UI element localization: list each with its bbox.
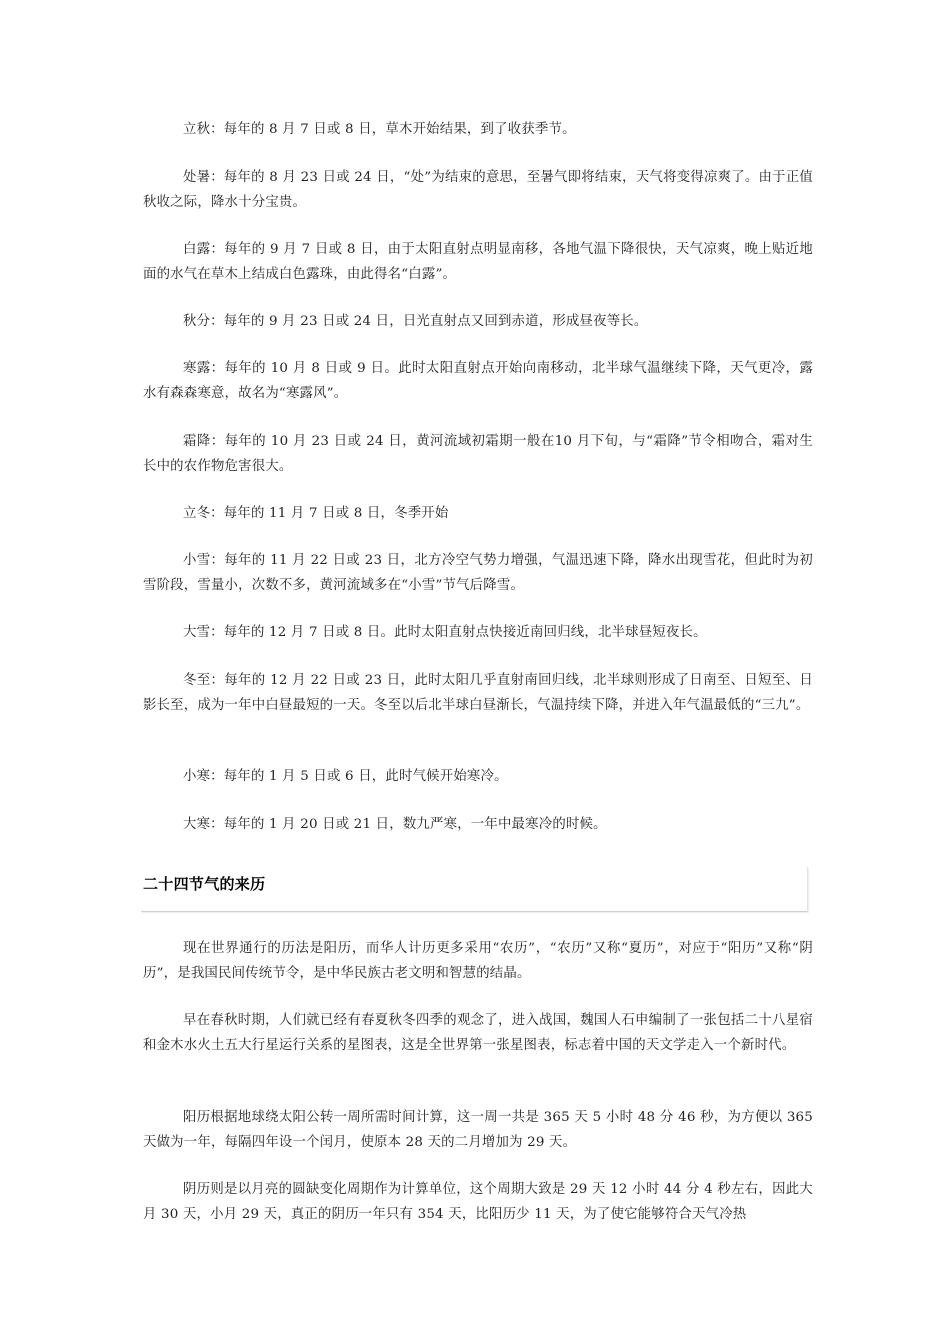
solar-term-lidong: 立冬：每年的 11 月 7 日或 8 日，冬季开始 xyxy=(183,506,449,521)
section-heading-box xyxy=(141,867,808,912)
solar-term-xiaoxue: 小雪：每年的 11 月 22 日或 23 日，北方冷空气势力增强，气温迅速下降，降水出现雪花，但此时为初雪阶段，雪量小，次数不多，黄河流域多在“小雪”节气后降雪。 xyxy=(143,553,813,593)
solar-term-liqiu: 立秋：每年的 8 月 7 日或 8 日，草木开始结果，到了收获季节。 xyxy=(183,122,576,137)
solar-term-bailu: 白露：每年的 9 月 7 日或 8 日，由于太阳直射点明显南移，各地气温下降很快，天气凉爽，晚上贴近地面的水气在草木上结成白色露珠，由此得名“白露”。 xyxy=(143,242,813,282)
solar-term-qiufen: 秋分：每年的 9 月 23 日或 24 日，日光直射点又回到赤道，形成昼夜等长。 xyxy=(183,314,648,329)
solar-term-chushu: 处暑：每年的 8 月 23 日或 24 日，“处”为结束的意思，至暑气即将结束，天气将变得凉爽了。由于正值秋收之际，降水十分宝贵。 xyxy=(143,170,813,210)
section-paragraph: 早在春秋时期，人们就已经有春夏秋冬四季的观念了，进入战国，魏国人石申编制了一张包括二十八星宿和金木水火土五大行星运行关系的星图表，这是全世界第一张星图表，标志着中国的天文学走入一个新时代。 xyxy=(143,1013,813,1053)
solar-term-xiaohan: 小寒：每年的 1 月 5 日或 6 日，此时气候开始寒冷。 xyxy=(183,769,508,784)
solar-term-hanlu: 寒露：每年的 10 月 8 日或 9 日。此时太阳直射点开始向南移动，北半球气温继续下降，天气更冷，露水有森森寒意，故名为“寒露风”。 xyxy=(143,361,813,401)
solar-term-dongzhi: 冬至：每年的 12 月 22 日或 23 日，此时太阳几乎直射南回归线，北半球则形成了日南至、日短至、日影长至，成为一年中白昼最短的一天。冬至以后北半球白昼渐长，气温持续下降，并进入年气温最低的“三九”。 xyxy=(143,673,813,713)
section-paragraph: 阴历则是以月亮的圆缺变化周期作为计算单位，这个周期大致是 29 天 12 小时 44 分 4 秒左右，因此大月 30 天，小月 29 天，真正的阴历一年只有 354 天，比阳历少 11 天，为了使它能够符合天气冷热 xyxy=(143,1182,813,1222)
solar-term-dahan: 大寒：每年的 1 月 20 日或 21 日，数九严寒，一年中最寒冷的时候。 xyxy=(183,817,607,832)
solar-term-shuangjiang: 霜降：每年的 10 月 23 日或 24 日，黄河流域初霜期一般在10 月下旬，与“霜降”节令相吻合，霜对生长中的农作物危害很大。 xyxy=(143,434,813,474)
section-paragraph: 现在世界通行的历法是阳历，而华人计历更多采用“农历”，“农历”又称“夏历”，对应于“阳历”又称“阴历”，是我国民间传统节令，是中华民族古老文明和智慧的结晶。 xyxy=(143,941,813,981)
section-heading: 二十四节气的来历 xyxy=(143,875,266,893)
section-paragraph: 阳历根据地球绕太阳公转一周所需时间计算，这一周一共是 365 天 5 小时 48 分 46 秒，为方便以 365 天做为一年，每隔四年设一个闰月，使原本 28 天的二月增加为 29 天。 xyxy=(143,1110,813,1150)
solar-term-daxue: 大雪：每年的 12 月 7 日或 8 日。此时太阳直射点快接近南回归线，北半球昼短夜长。 xyxy=(183,625,707,640)
